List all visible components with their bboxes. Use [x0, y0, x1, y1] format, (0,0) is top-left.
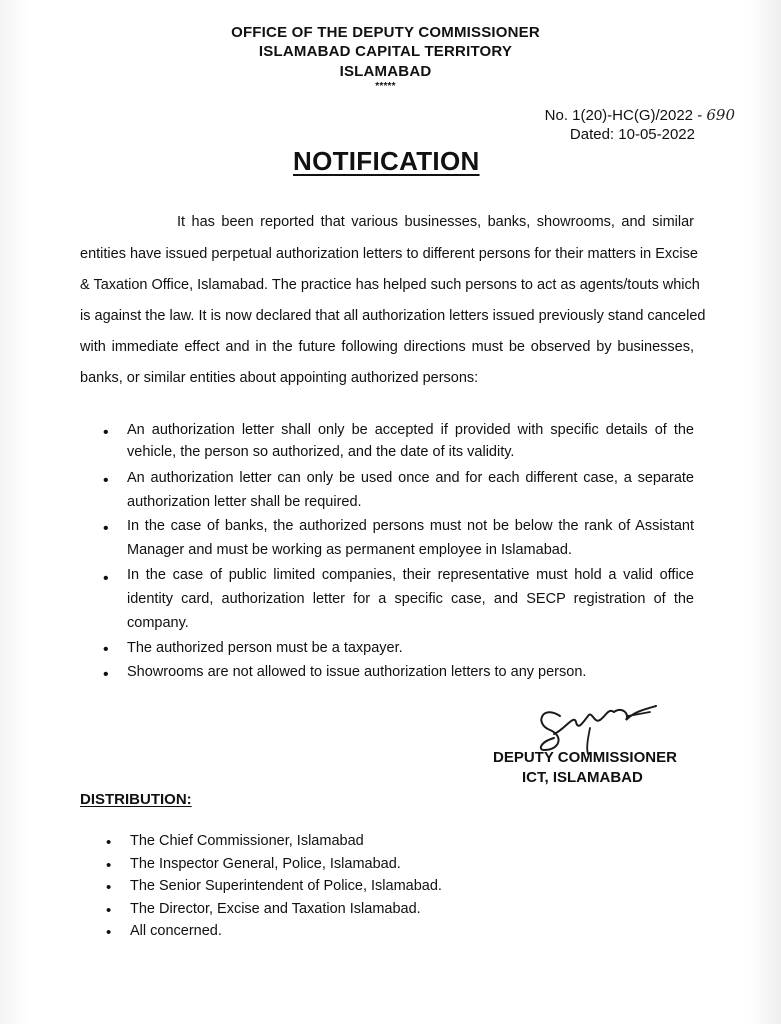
- direction-line: vehicle, the person so authorized, and the date of its validity.: [127, 444, 515, 460]
- distribution-item: All concerned.: [130, 923, 222, 939]
- reference-date: Dated: 10-05-2022: [569, 126, 695, 143]
- direction-line: company.: [127, 615, 189, 631]
- direction-line: In the case of banks, the authorized persons must not be below the rank of Assistant: [127, 518, 694, 534]
- bullet-icon: •: [103, 520, 109, 537]
- document-title: NOTIFICATION: [293, 146, 480, 176]
- signatory-title: DEPUTY COMMISSIONER: [493, 749, 677, 766]
- direction-line: In the case of public limited companies, their representative must hold a valid office: [127, 567, 694, 583]
- bullet-icon: •: [103, 472, 109, 489]
- office-title: OFFICE OF THE DEPUTY COMMISSIONER: [231, 24, 540, 41]
- reference-number-handwritten: 690: [706, 106, 735, 124]
- signatory-office: ICT, ISLAMABAD: [522, 769, 643, 786]
- direction-line: Manager and must be working as permanent employee in Islamabad.: [127, 542, 572, 558]
- bullet-icon: •: [103, 641, 109, 658]
- signature-icon: [530, 694, 660, 756]
- direction-line: The authorized person must be a taxpayer.: [127, 640, 403, 656]
- body-line: is against the law. It is now declared that all authorization letters issued previously stand canceled: [80, 308, 706, 324]
- body-line: with immediate effect and in the future following directions must be observed by businesses,: [80, 339, 694, 355]
- body-line: It has been reported that various businesses, banks, showrooms, and similar: [177, 214, 694, 230]
- bullet-icon: •: [103, 570, 109, 587]
- bullet-icon: •: [106, 857, 112, 874]
- bullet-icon: •: [103, 424, 109, 441]
- territory-title: ISLAMABAD CAPITAL TERRITORY: [258, 43, 513, 60]
- distribution-item: The Senior Superintendent of Police, Islamabad.: [130, 878, 442, 894]
- bullet-icon: •: [106, 924, 112, 941]
- direction-line: Showrooms are not allowed to issue authorization letters to any person.: [127, 664, 587, 680]
- body-line: entities have issued perpetual authorization letters to different persons for their matters in Excise: [80, 246, 698, 262]
- distribution-heading: DISTRIBUTION:: [80, 791, 192, 808]
- distribution-item: The Director, Excise and Taxation Islamabad.: [130, 901, 421, 917]
- bullet-icon: •: [106, 834, 112, 851]
- bullet-icon: •: [106, 902, 112, 919]
- header-stars: *****: [375, 81, 396, 92]
- bullet-icon: •: [106, 879, 112, 896]
- body-line: & Taxation Office, Islamabad. The practice has helped such persons to act as agents/touts which: [80, 277, 700, 293]
- distribution-item: The Inspector General, Police, Islamabad.: [130, 856, 401, 872]
- direction-line: An authorization letter can only be used once and for each different case, a separate: [127, 470, 694, 486]
- direction-line: authorization letter shall be required.: [127, 494, 362, 510]
- bullet-icon: •: [103, 666, 109, 683]
- direction-line: An authorization letter shall only be accepted if provided with specific details of the: [127, 422, 694, 438]
- body-line: banks, or similar entities about appointing authorized persons:: [80, 370, 479, 386]
- city-title: ISLAMABAD: [339, 63, 432, 80]
- direction-line: identity card, authorization letter for a specific case, and SECP registration of the: [127, 591, 694, 607]
- reference-number: [545, 106, 735, 124]
- distribution-item: The Chief Commissioner, Islamabad: [130, 833, 364, 849]
- reference-number-printed: No. 1(20)-HC(G)/2022 -: [544, 107, 707, 124]
